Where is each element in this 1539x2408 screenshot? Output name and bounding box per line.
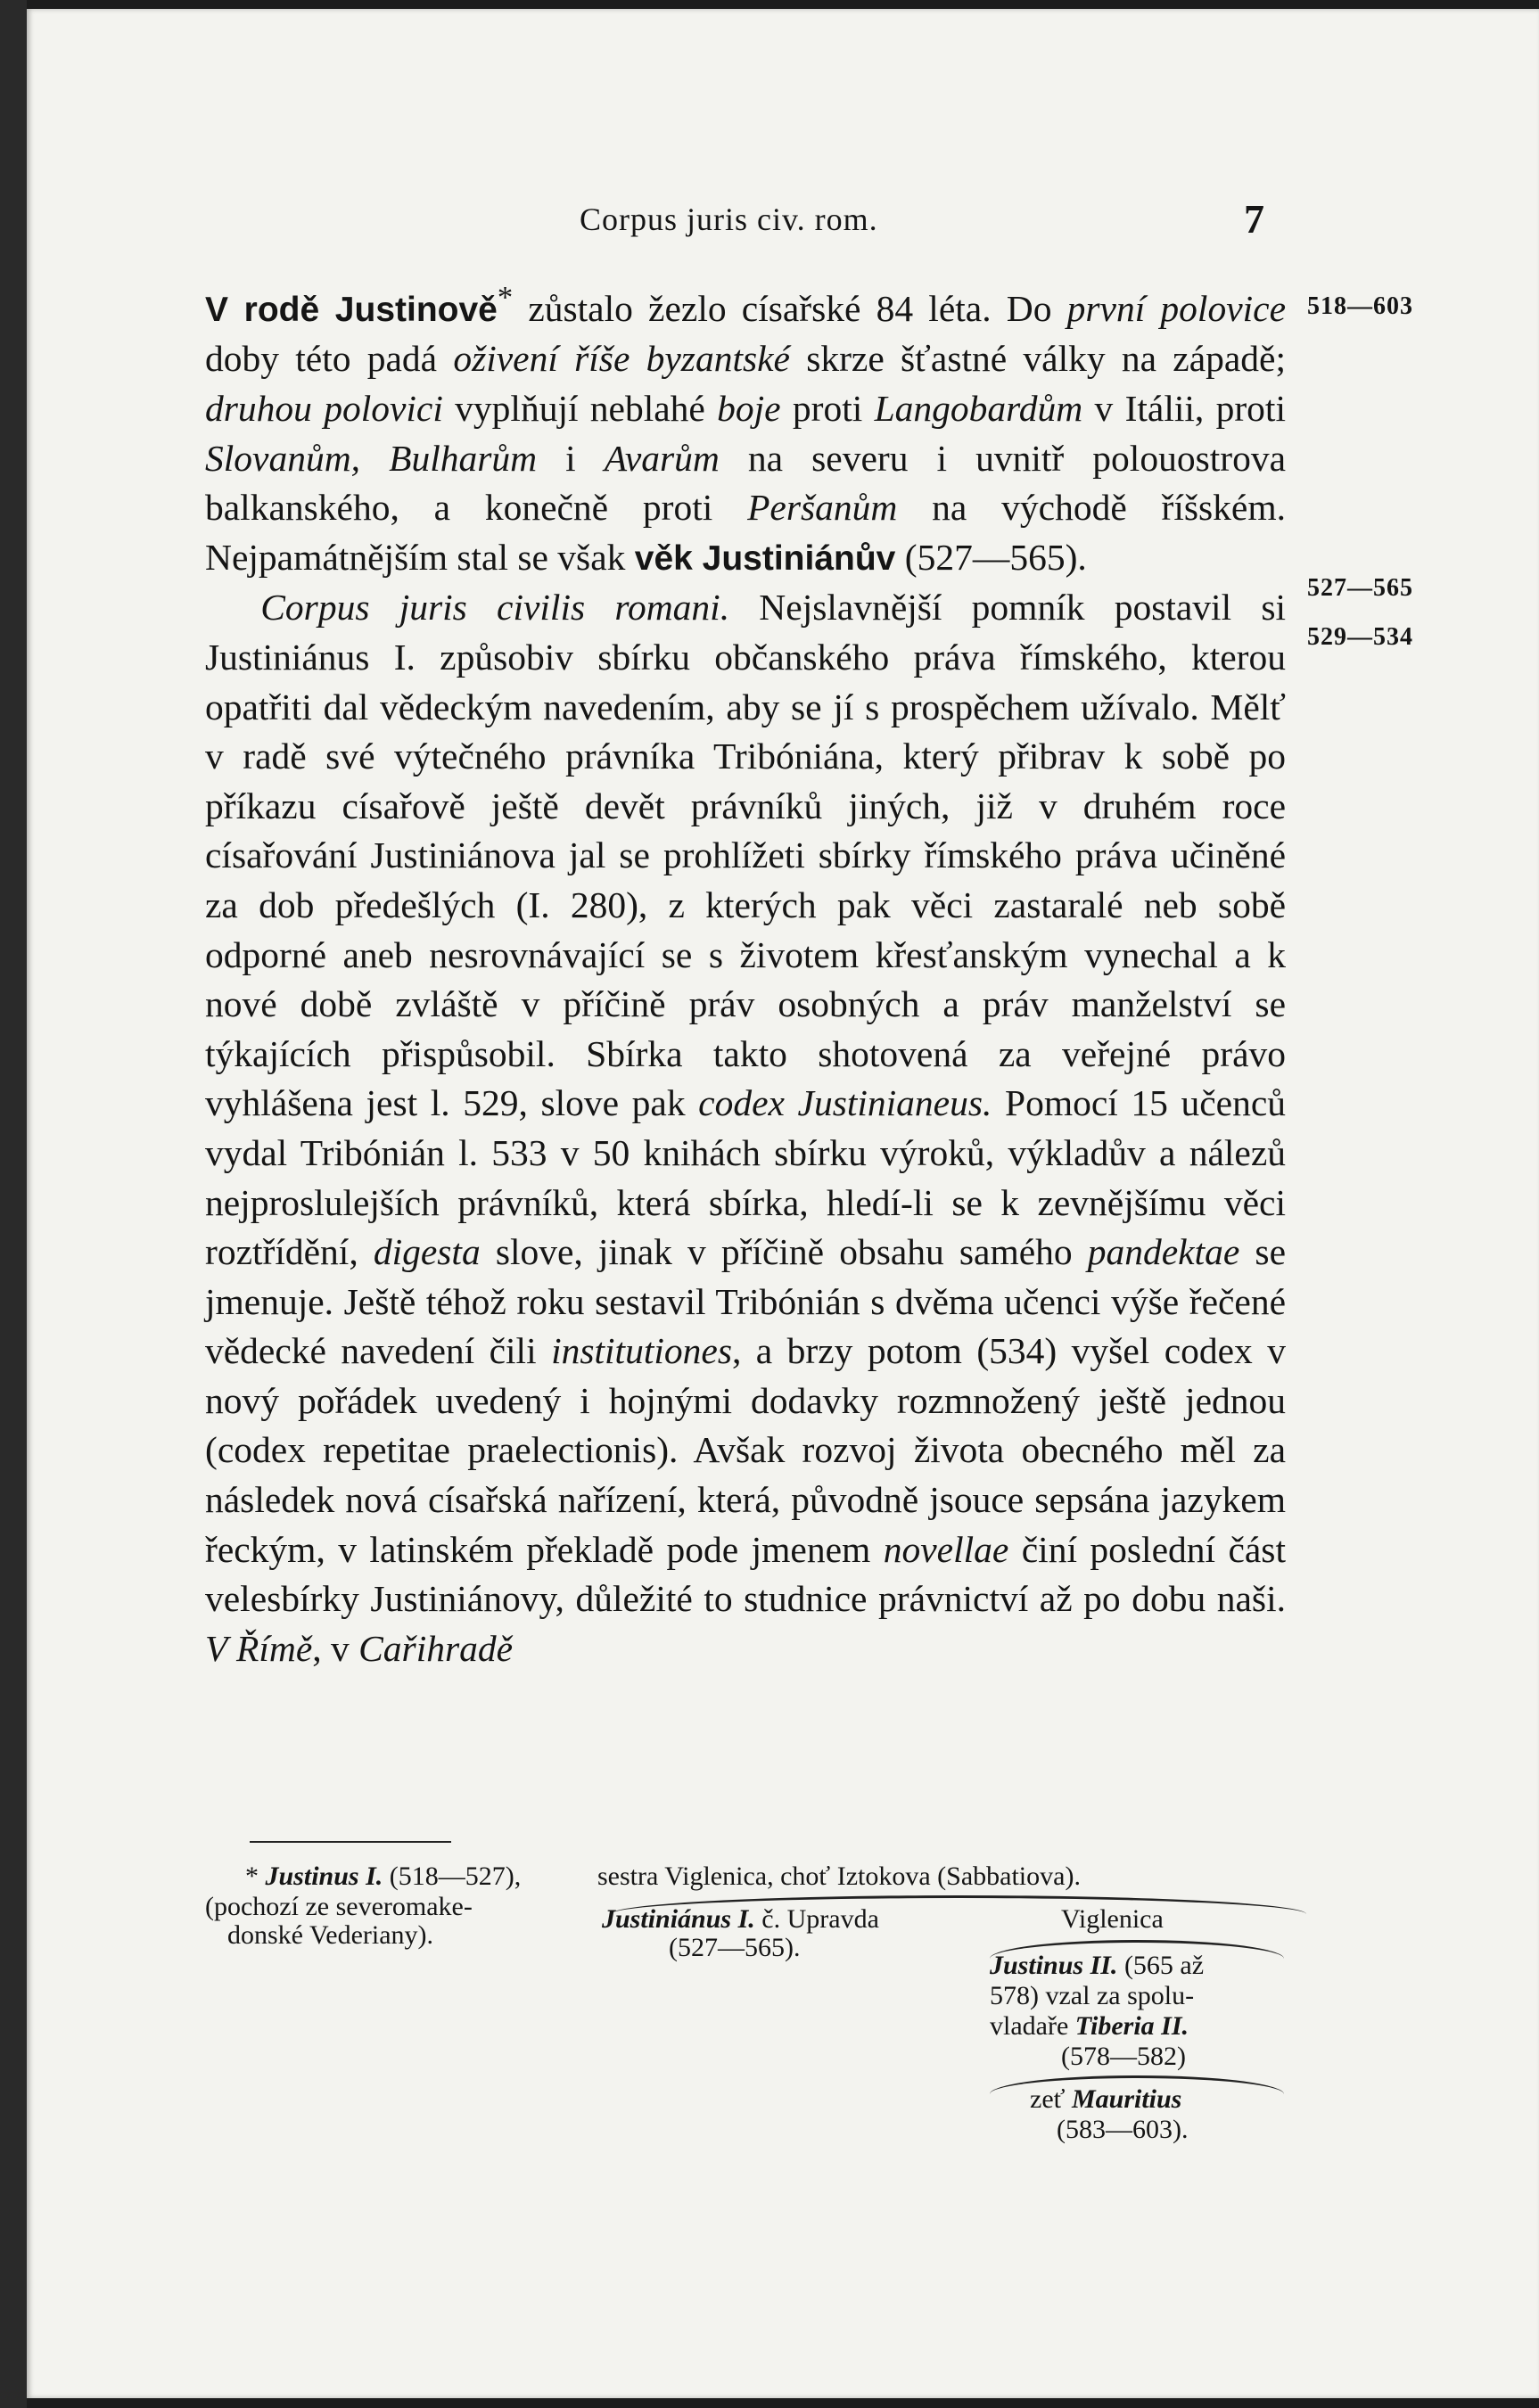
footnote-sister: sestra Viglenica, choť Iztokova (Sabbatiova). <box>597 1861 1081 1891</box>
emphasis: Cařihradě <box>358 1627 514 1669</box>
margin-note-dates-1: 518—603 <box>1307 292 1413 320</box>
emphasis: první polovice <box>1066 287 1287 329</box>
text-run: č. Upravda <box>761 1904 879 1934</box>
name-justinus1: Justinus I. <box>265 1861 383 1891</box>
text-run: vladaře <box>990 2011 1075 2041</box>
footnote-marker: * <box>245 1861 259 1891</box>
footnote-justinus2 <box>990 1951 1204 1981</box>
name-mauritius: Mauritius <box>1071 2084 1182 2114</box>
emphasis: Slovanům, Bulharům <box>205 437 538 479</box>
footnote-origin-2: donské Vederiany). <box>227 1920 434 1950</box>
margin-note-dates-2: 527—565 <box>1307 574 1413 602</box>
text-run: doby této padá <box>205 338 454 380</box>
bold-term: věk Justiniánův <box>634 538 896 578</box>
emphasis: druhou polovici <box>205 388 443 430</box>
text-run: vyplňují neblahé <box>442 388 718 430</box>
text-run: činí poslední část velesbírky Justiniánovy, důležité to studnice právnictví až po dobu naši. <box>205 1528 1286 1620</box>
text-run: se jmenuje. Ještě téhož roku sestavil Tribónián s dvěma učenci výše řečené vědecké navedení čili <box>205 1231 1286 1372</box>
margin-note-dates-3: 529—534 <box>1307 623 1413 651</box>
name-justinian: Justiniánus I. <box>602 1904 755 1934</box>
footnote-marker: * <box>497 281 514 315</box>
footnote-justinus1 <box>245 1861 521 1892</box>
footnote-mauritius-years: (583—603). <box>1057 2115 1189 2144</box>
emphasis: digesta <box>373 1231 481 1273</box>
emphasis: Langobardům <box>874 388 1083 430</box>
name-justinus2: Justinus II. <box>990 1951 1118 1980</box>
text-run: na severu i uvnitř polouostrova balkanského, a konečně proti <box>205 437 1287 529</box>
scan-edge <box>0 0 27 2408</box>
running-title: Corpus juris civ. rom. <box>580 201 878 237</box>
emphasis: novellae <box>883 1528 1009 1570</box>
text-run: (565 až <box>1123 1951 1205 1980</box>
text-run: , v <box>312 1627 359 1669</box>
text-run: Nejslavnější pomník postavil si Justiniánus I. způsobiv sbírku občanského práva římského, kterou opatřiti dal vědeckým navedením, aby se jí s prospěchem užívalo. Mělť v radě své výtečného právníka Tribóniána, který přibrav k sobě po příkazu císařově ještě devět právníků jiných, již v druhém roce císařování Justiniánova jal se prohlížeti sbírky římského práva učiněné za dob předešlých (I. 280), z kterých pak věci zastaralé neb sobě odporné aneb nesrovnávající se s životem křesťanským vynechal a k nové době zvláště v příčině práv osobných a práv manželství se týkajících přispůsobil. Sbírka takto shotovená za veřejné právo vyhlášena jest l. 529, slove pak <box>205 587 1287 1124</box>
text-run: proti <box>780 388 875 430</box>
footnote-origin-1: (pochozí ze severomake- <box>205 1892 473 1921</box>
text-run: skrze šťastné války na západě; <box>789 338 1286 380</box>
text-run: na východě říšském. Nejpamátnějším stal se však <box>205 487 1287 578</box>
text-run: Pomocí 15 učenců vydal Tribónián l. 533 v 50 knihách sbírku výroků, výkladův a nálezů nejproslulejších právníků, která sbírka, hledí-li se k zevnějšímu věci roztřídění, <box>205 1082 1286 1273</box>
text-run: i <box>537 437 605 479</box>
body-text <box>205 274 1286 1673</box>
book-page <box>27 9 1539 2398</box>
emphasis: Peršanům <box>747 487 898 529</box>
footnote-justinian-years: (527—565). <box>669 1933 801 1962</box>
text-run: slove, jinak v příčině obsahu samého <box>480 1231 1088 1273</box>
emphasis: V Římě <box>205 1627 313 1669</box>
emphasis: oživení říše byzantské <box>453 338 790 380</box>
footnote-justinus2-l4: (578—582) <box>1061 2042 1186 2071</box>
emphasis: Corpus juris civilis romani. <box>260 587 730 629</box>
text-run: zeť <box>1030 2084 1072 2114</box>
emphasis: institutiones <box>551 1330 732 1372</box>
paragraph-justinian-dynasty <box>205 274 1286 583</box>
text-run: (527—565). <box>895 536 1087 578</box>
emphasis: codex Justinianeus. <box>698 1082 992 1124</box>
footnote-justinus2-l3 <box>990 2011 1189 2042</box>
page-header <box>27 196 1539 254</box>
emphasis: boje <box>717 388 781 430</box>
footnote-rule <box>250 1841 451 1843</box>
text-run: v Itálii, proti <box>1082 388 1286 430</box>
footnote-justinus2-l2: 578) vzal za spolu- <box>990 1981 1195 2010</box>
emphasis: pandektae <box>1087 1231 1240 1273</box>
footnote-mauritius <box>1030 2084 1181 2115</box>
emphasis: Avarům <box>604 437 720 479</box>
footnote-viglenica: Viglenica <box>1061 1904 1164 1934</box>
page-number: 7 <box>1244 196 1264 242</box>
name-tiberius: Tiberia II. <box>1074 2011 1189 2041</box>
paragraph-corpus-juris <box>205 583 1286 1673</box>
section-lead: V rodě Justinově <box>205 290 498 329</box>
years: (518—527), <box>389 1861 522 1891</box>
text-run: , a brzy potom (534) vyšel codex v nový pořádek uvedený i hojnými dodavky rozmnožený ještě jednou (codex repetitae praelectionis). Avšak rozvoj života obecného měl za následek nová císařská nařízení, která, původně jsouce sepsána jazykem řeckým, v latinském překladě pode jmenem <box>205 1330 1286 1570</box>
text-run: zůstalo žezlo císařské 84 léta. Do <box>513 287 1067 329</box>
footnote-justinian <box>602 1904 879 1935</box>
